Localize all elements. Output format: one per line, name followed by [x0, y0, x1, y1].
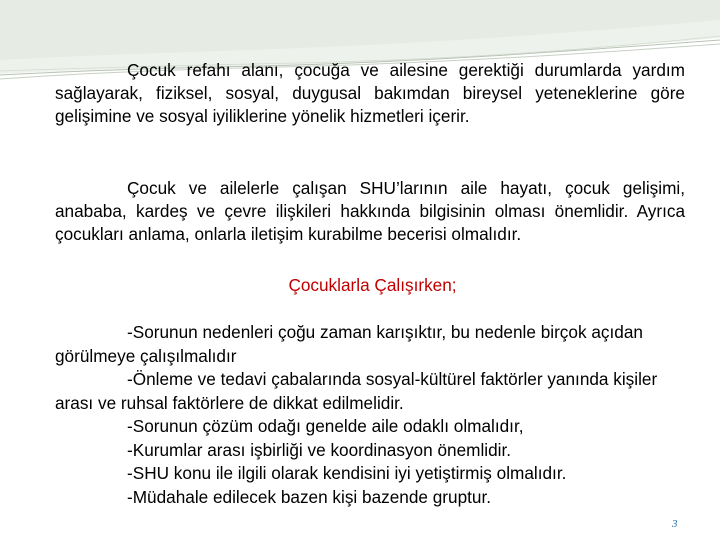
- paragraph-social-workers: Çocuk ve ailelerle çalışan SHU’larının aile hayatı, çocuk gelişimi, anababa, kardeş ve çevre ilişkileri hakkında bilgisinin olması önemlidir. Ayrıca çocukları anlama, onlarla iletişim kurabilme becerisi olmalıdır.: [55, 178, 685, 244]
- list-item: -Kurumlar arası işbirliği ve koordinasyon önemlidir.: [127, 439, 512, 460]
- list-item: -Önleme ve tedavi çabalarında sosyal-kültürel faktörler yanında kişiler arası ve ruhsal faktörlere de dikkat edilmelidir.: [55, 369, 658, 413]
- page-number: 3: [672, 518, 678, 530]
- list-item: -Müdahale edilecek bazen kişi bazende gruptur.: [127, 486, 492, 507]
- section-heading: Çocuklarla Çalışırken;: [288, 275, 457, 295]
- list-item: -Sorunun nedenleri çoğu zaman karışıktır, bu nedenle birçok açıdan görülmeye çalışılmalıdır: [55, 322, 643, 366]
- principles-list: [55, 321, 685, 509]
- list-item: -Sorunun çözüm odağı genelde aile odaklı olmalıdır,: [127, 416, 524, 436]
- paragraph-child-welfare: Çocuk refahı alanı, çocuğa ve ailesine gerektiği durumlarda yardım sağlayarak, fiziksel, sosyal, duygusal bakımdan bireysel yeteneklerine göre gelişimine ve sosyal iyiliklerine yönelik hizmetleri içerir.: [55, 60, 685, 126]
- list-item: -SHU konu ile ilgili olarak kendisini iyi yetiştirmiş olmalıdır.: [127, 463, 567, 483]
